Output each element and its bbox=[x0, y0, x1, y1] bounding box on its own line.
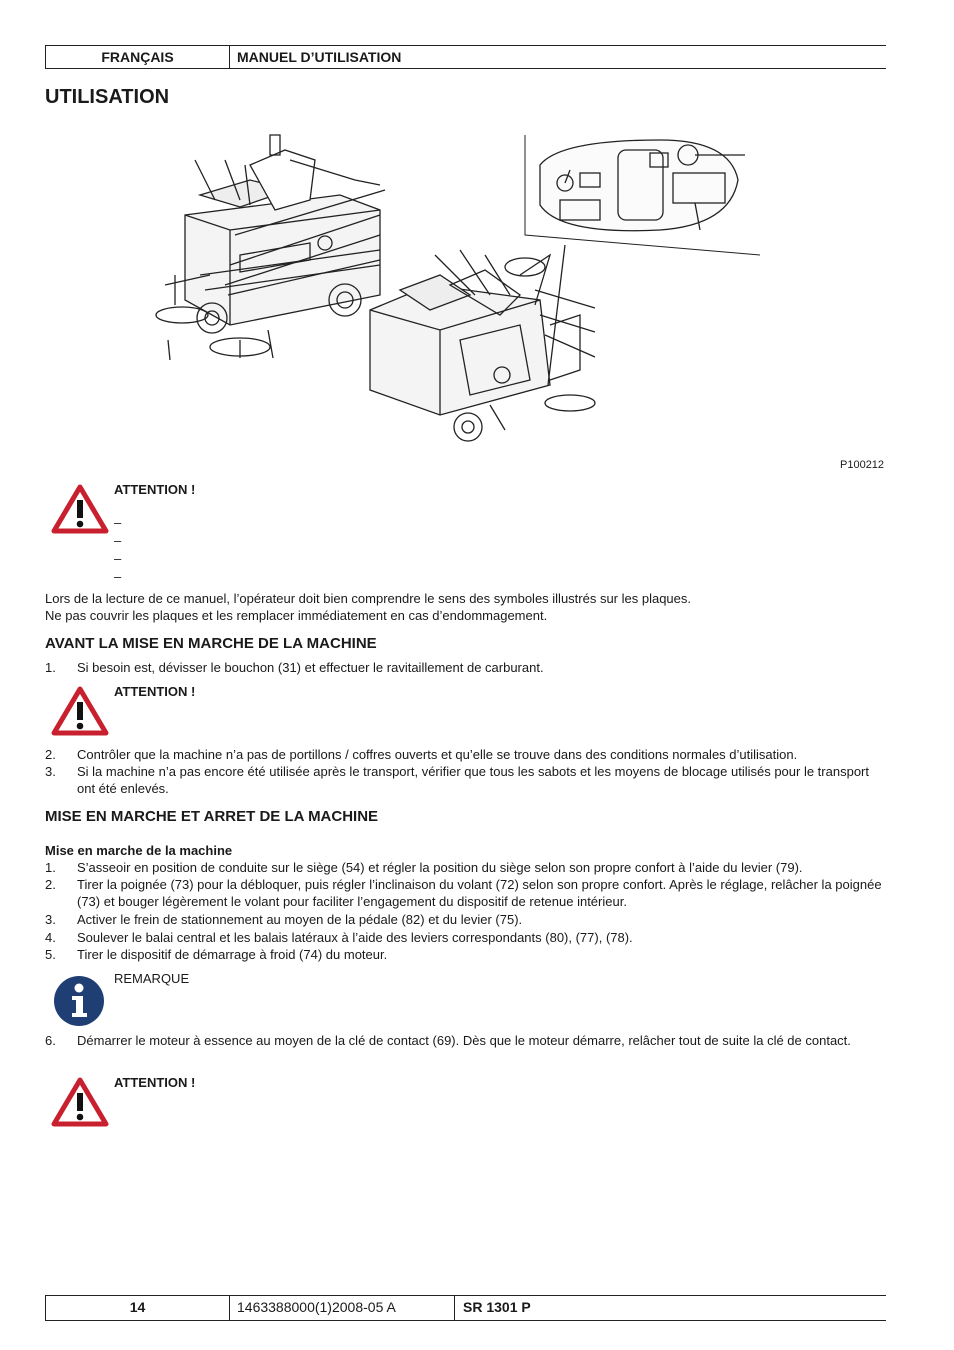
document-number: 1463388000(1)2008-05 A bbox=[237, 1299, 396, 1315]
page-title: UTILISATION bbox=[45, 86, 170, 108]
list-item: 4. Soulever le balai central et les balais latéraux à l’aide des leviers correspondants (80), (77), (78). bbox=[45, 930, 633, 945]
section-heading: AVANT LA MISE EN MARCHE DE LA MACHINE bbox=[45, 635, 377, 652]
page-header bbox=[45, 45, 886, 69]
note-label: REMARQUE bbox=[114, 971, 190, 986]
header-language: FRANÇAIS bbox=[45, 46, 230, 68]
list-item: 3. Si la machine n’a pas encore été utilisée après le transport, vérifier que tous les sabots et les moyens de blocage utilisés pour le transport ont été enlevés. bbox=[45, 764, 869, 796]
warning-bullet: – bbox=[114, 515, 122, 530]
list-item: 5. Tirer le dispositif de démarrage à froid (74) du moteur. bbox=[45, 947, 388, 962]
warning-bullet: – bbox=[114, 533, 122, 548]
model-name: SR 1301 P bbox=[454, 1296, 531, 1320]
machine-illustration bbox=[140, 125, 780, 445]
list-item: 2. Contrôler que la machine n’a pas de portillons / coffres ouverts et qu’elle se trouve dans des conditions normales d’utilisation. bbox=[45, 747, 798, 762]
page-number: 14 bbox=[45, 1296, 230, 1320]
list-item: 6. Démarrer le moteur à essence au moyen de la clé de contact (69). Dès que le moteur démarre, relâcher tout de suite la clé de contact. bbox=[45, 1033, 851, 1048]
warning-bullet: – bbox=[114, 551, 122, 566]
intro-paragraph-2: Ne pas couvrir les plaques et les remplacer immédiatement en cas d’endommagement. bbox=[45, 608, 548, 623]
subsection-heading: Mise en marche de la machine bbox=[45, 843, 233, 858]
warning-label: ATTENTION ! bbox=[114, 482, 196, 497]
warning-label: ATTENTION ! bbox=[114, 1075, 196, 1090]
intro-paragraph-1: Lors de la lecture de ce manuel, l’opérateur doit bien comprendre le sens des symboles illustrés sur les plaques. bbox=[45, 591, 692, 606]
figure-code: P100212 bbox=[840, 459, 885, 471]
list-item: 3. Activer le frein de stationnement au moyen de la pédale (82) et du levier (75). bbox=[45, 912, 523, 927]
page-footer bbox=[45, 1295, 886, 1321]
list-item: 1. Si besoin est, dévisser le bouchon (31) et effectuer le ravitaillement de carburant. bbox=[45, 660, 544, 675]
warning-bullet: – bbox=[114, 569, 122, 584]
warning-triangle-icon bbox=[51, 686, 109, 736]
info-icon bbox=[53, 975, 105, 1027]
list-item: 2. Tirer la poignée (73) pour la débloquer, puis régler l’inclinaison du volant (72) selon son propre confort. Après le réglage, relâcher la poignée (73) et bouger légèrement le volant pour faciliter l’engagement du dispositif de retenue intérieur. bbox=[45, 877, 882, 909]
warning-label: ATTENTION ! bbox=[114, 684, 196, 699]
section-heading: MISE EN MARCHE ET ARRET DE LA MACHINE bbox=[45, 808, 379, 825]
header-manual-title: MANUEL D’UTILISATION bbox=[237, 49, 402, 65]
warning-triangle-icon bbox=[51, 484, 109, 534]
warning-triangle-icon bbox=[51, 1077, 109, 1127]
list-item: 1. S’asseoir en position de conduite sur le siège (54) et régler la position du siège selon son propre confort à l’aide du levier (79). bbox=[45, 860, 803, 875]
